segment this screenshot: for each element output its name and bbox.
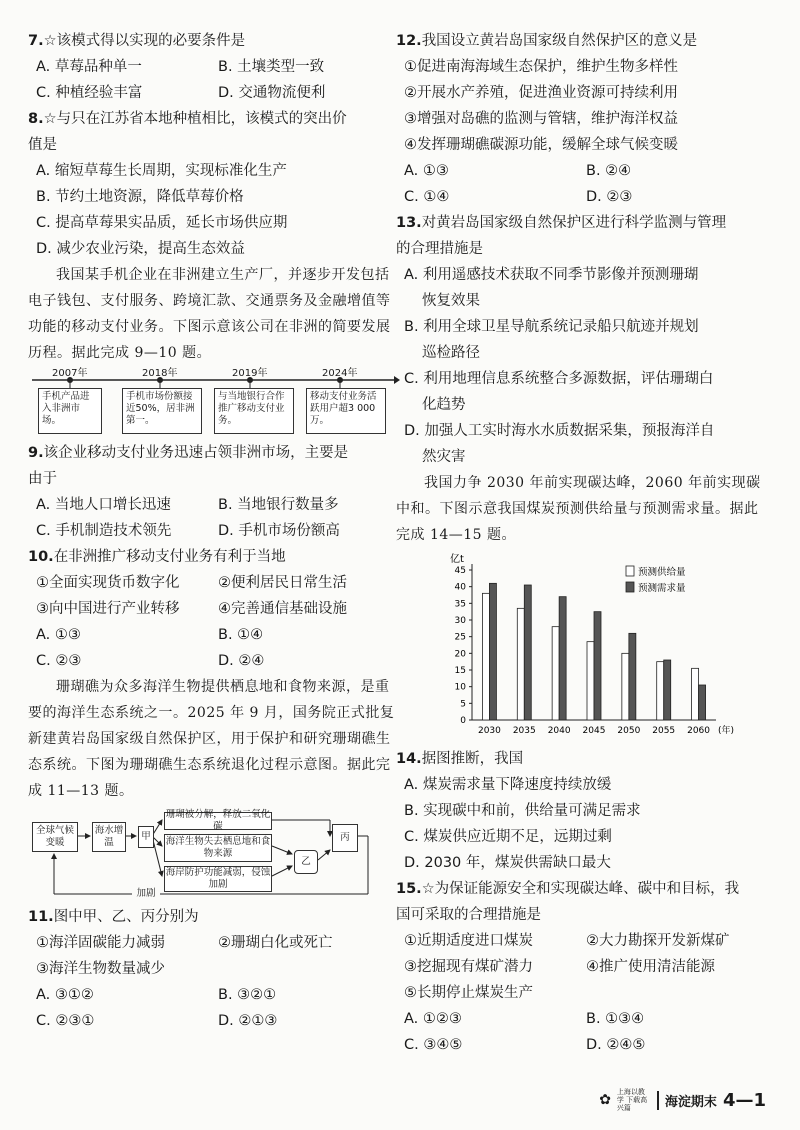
question-stem-cont: 由于	[28, 471, 57, 487]
option-c[interactable]: C. 手机制造技术领先	[36, 523, 172, 539]
statement-2: ②开展水产养殖，促进渔业资源可持续利用	[404, 85, 678, 101]
options-row	[396, 1006, 768, 1032]
statement-4: ④推广使用清洁能源	[586, 959, 715, 975]
options-row	[28, 492, 400, 518]
timeline-year: 2018年	[142, 368, 178, 379]
left-column	[28, 28, 400, 1034]
option-d[interactable]: D. 减少农业污染，提高生态效益	[36, 241, 245, 257]
passage-carbon: 我国力争 2030 年前实现碳达峰，2060 年前实现碳中和。下图示意我国煤炭预测供给量与预测需求量。据此完成 14—15 题。	[396, 475, 761, 543]
question-number: 9.	[28, 445, 44, 461]
page-number: 4—1	[722, 1089, 766, 1111]
y-tick-label: 25	[454, 632, 466, 643]
options-row	[28, 648, 400, 674]
timeline-event-box: 移动支付业务活跃用户超3 000万。	[306, 388, 386, 434]
option-a[interactable]: A. ①③	[36, 627, 81, 643]
option-a[interactable]: A. 缩短草莓生长周期，实现标准化生产	[36, 163, 287, 179]
question-12	[396, 28, 768, 54]
bar-supply	[692, 668, 699, 720]
question-13	[396, 210, 768, 262]
bar-demand	[524, 585, 531, 720]
legend-label: 预测供给量	[638, 567, 686, 578]
option-d[interactable]: D. ②①③	[218, 1013, 278, 1029]
question-number: 14.	[396, 751, 422, 767]
brand-text: 上海以教学 下载高兴篇	[616, 1088, 648, 1112]
question-stem-cont: 的合理措施是	[396, 241, 483, 257]
option-b[interactable]: B. 土壤类型一致	[218, 59, 325, 75]
option-a[interactable]	[396, 262, 768, 314]
bar-demand	[489, 583, 496, 720]
question-number: 11.	[28, 909, 54, 925]
option-c[interactable]: C. ③④⑤	[404, 1037, 463, 1053]
coral-flow-diagram	[28, 808, 400, 898]
question-number: 7.	[28, 33, 44, 49]
option-a-line2: 恢复效果	[422, 293, 480, 309]
x-tick-label: 2050	[617, 726, 641, 736]
bar-supply	[657, 662, 664, 720]
x-tick-label: 2060	[687, 726, 711, 736]
option-b[interactable]: B. 当地银行数量多	[218, 497, 339, 513]
bar-demand	[594, 612, 601, 720]
passage-mobile-pay: 我国某手机企业在非洲建立生产厂，并逐步开发包括电子钱包、支付服务、跨境汇款、交通票务及金融增值等功能的移动支付业务。下图示意该公司在非洲的简要发展历程。据此完成 9—10 题。	[28, 267, 391, 361]
bar-supply	[622, 653, 629, 720]
x-tick-label: 2040	[547, 726, 571, 736]
y-tick-label: 45	[454, 566, 466, 576]
question-number: 10.	[28, 549, 54, 565]
option-d-line1: D. 加强人工实时海水水质数据采集，预报海洋自	[404, 423, 715, 439]
bar-supply	[587, 642, 594, 720]
timeline-event-box: 手机产品进入非洲市场。	[38, 388, 102, 434]
y-tick-label: 40	[454, 582, 466, 593]
options-row	[28, 518, 400, 544]
options-row	[396, 1032, 768, 1058]
statement-1: ①全面实现货币数字化	[36, 575, 180, 591]
y-tick-label: 0	[460, 716, 466, 726]
statement-3: ③海洋生物数量减少	[36, 961, 165, 977]
question-number: 8.	[28, 111, 44, 127]
passage-coral-reef: 珊瑚礁为众多海洋生物提供栖息地和食物来源，是重要的海洋生态系统之一。2025 年 9 月，国务院正式批复新建黄岩岛国家级自然保护区，用于保护和研究珊瑚礁生态系统。下图为珊瑚礁生态系统退化过程示意图。据此完成 11—13 题。	[28, 679, 395, 799]
y-tick-label: 35	[454, 599, 466, 610]
statements-row	[396, 954, 768, 980]
option-c-line1: C. 利用地理信息系统整合多源数据，评估珊瑚白	[404, 371, 714, 387]
options-row	[396, 158, 768, 184]
y-axis-label: 亿t	[450, 554, 464, 565]
statements-row	[28, 570, 400, 596]
coal-chart-svg	[396, 550, 768, 746]
option-a[interactable]: A. 煤炭需求量下降速度持续放缓	[404, 777, 612, 793]
statement-3: ③增强对岛礁的监测与管辖，维护海洋权益	[404, 111, 678, 127]
bar-demand	[629, 633, 636, 720]
x-tick-label: 2035	[512, 726, 536, 736]
question-number: 12.	[396, 33, 422, 49]
statements-row	[28, 596, 400, 622]
question-stem: ☆为保证能源安全和实现碳达峰、碳中和目标，我	[421, 881, 740, 897]
y-tick-label: 5	[460, 699, 466, 710]
option-d[interactable]: D. ②④⑤	[586, 1037, 646, 1053]
option-b[interactable]: B. ①③④	[586, 1011, 645, 1027]
option-a[interactable]: A. ③①②	[36, 987, 94, 1003]
question-number: 15.	[396, 881, 422, 897]
option-b-line1: B. 利用全球卫星导航系统记录船只航迹并规划	[404, 319, 699, 335]
option-b[interactable]	[396, 314, 768, 366]
flow-loop-label: 加剧	[132, 888, 160, 900]
option-b[interactable]: B. ①④	[218, 627, 264, 643]
x-axis-unit: (年)	[718, 726, 735, 736]
question-stem: 据图推断，我国	[421, 751, 524, 767]
question-8	[28, 106, 400, 158]
y-tick-label: 10	[454, 682, 466, 693]
option-a[interactable]: A. ①②③	[404, 1011, 462, 1027]
y-tick-label: 15	[454, 666, 466, 676]
option-b[interactable]: B. 实现碳中和前，供给量可满足需求	[404, 803, 641, 819]
statement-3: ③挖掘现有煤矿潜力	[404, 959, 533, 975]
question-14	[396, 746, 768, 772]
statements-row	[28, 930, 400, 956]
statement-2: ②珊瑚白化或死亡	[218, 935, 333, 951]
flow-box-habitat: 海洋生物失去栖息地和食物来源	[164, 834, 272, 862]
option-b[interactable]: B. ③②①	[218, 987, 277, 1003]
flow-box-bing: 丙	[332, 824, 358, 852]
option-b[interactable]: B. 节约土地资源，降低草莓价格	[36, 189, 244, 205]
option-c[interactable]: C. 提高草莓果实品质，延长市场供应期	[36, 215, 288, 231]
bar-supply	[482, 593, 489, 720]
question-stem: ☆该模式得以实现的必要条件是	[43, 33, 246, 49]
flow-box-yi: 乙	[294, 850, 318, 874]
flow-box-sea-temp: 海水增温	[92, 822, 126, 852]
timeline-year: 2019年	[232, 368, 268, 379]
option-a-line1: A. 利用遥感技术获取不同季节影像并预测珊瑚	[404, 267, 699, 283]
question-15	[396, 876, 768, 928]
question-stem: 该企业移动支付业务迅速占领非洲市场，主要是	[43, 445, 349, 461]
flow-box-jia: 甲	[138, 826, 154, 848]
question-stem: 在非洲推广移动支付业务有利于当地	[53, 549, 286, 565]
option-c[interactable]: C. ②③	[36, 653, 82, 669]
timeline-year: 2007年	[52, 368, 88, 379]
options-row	[28, 1008, 400, 1034]
question-stem: 对黄岩岛国家级自然保护区进行科学监测与管理	[421, 215, 727, 231]
legend-label: 预测需求量	[638, 583, 686, 594]
coal-chart	[396, 550, 768, 746]
question-stem: 我国设立黄岩岛国家级自然保护区的意义是	[421, 33, 698, 49]
option-a[interactable]: A. 草莓品种单一	[36, 59, 142, 75]
timeline-event-box: 手机市场份额接近50%，居非洲第一。	[122, 388, 202, 434]
option-c[interactable]: C. ①④	[404, 189, 450, 205]
statements-row	[396, 928, 768, 954]
x-tick-label: 2030	[477, 726, 501, 736]
statement-1: ①促进南海海域生态保护，维护生物多样性	[404, 59, 678, 75]
option-c[interactable]: C. 煤炭供应近期不足，远期过剩	[404, 829, 612, 845]
question-number: 13.	[396, 215, 422, 231]
page-footer	[599, 1088, 766, 1112]
statement-5: ⑤长期停止煤炭生产	[404, 985, 533, 1001]
option-b-line2: 巡检路径	[422, 345, 480, 361]
option-d[interactable]: D. 交通物流便利	[218, 85, 326, 101]
option-d[interactable]: D. 手机市场份额高	[218, 523, 340, 539]
right-column	[396, 28, 768, 1058]
option-a[interactable]: A. 当地人口增长迅速	[36, 497, 171, 513]
statement-4: ④完善通信基础设施	[218, 601, 347, 617]
flow-box-coast: 海岸防护功能减弱，侵蚀加剧	[165, 867, 271, 890]
option-c[interactable]	[396, 366, 768, 418]
option-d[interactable]: D. ②④	[218, 653, 265, 669]
option-b[interactable]: B. ②④	[586, 163, 632, 179]
statement-1: ①海洋固碳能力减弱	[36, 935, 165, 951]
timeline-event-box: 与当地银行合作推广移动支付业务。	[214, 388, 294, 434]
x-tick-label: 2045	[582, 726, 606, 736]
bar-supply	[552, 627, 559, 720]
question-9	[28, 440, 400, 492]
question-stem: ☆与只在江苏省本地种植相比，该模式的突出价	[43, 111, 347, 127]
question-11	[28, 904, 400, 930]
x-tick-label: 2055	[652, 726, 676, 736]
option-d[interactable]: D. ②③	[586, 189, 633, 205]
timeline-figure	[28, 366, 400, 440]
question-stem-cont: 国可采取的合理措施是	[396, 907, 541, 923]
option-d-line2: 然灾害	[422, 449, 466, 465]
statement-2: ②大力勘探开发新煤矿	[586, 933, 730, 949]
brand-logo-icon: ✿	[599, 1092, 611, 1108]
timeline-year: 2024年	[322, 368, 358, 379]
option-c-line2: 化趋势	[422, 397, 466, 413]
question-stem: 图中甲、乙、丙分别为	[53, 909, 199, 925]
options-row	[28, 622, 400, 648]
exam-tag: 海淀期末	[657, 1091, 717, 1110]
legend-swatch	[626, 582, 634, 592]
statement-1: ①近期适度进口煤炭	[404, 933, 533, 949]
options-row	[28, 80, 400, 106]
bar-demand	[664, 660, 671, 720]
bar-demand	[559, 597, 566, 720]
flow-box-co2: 珊瑚被分解，释放二氧化碳	[165, 809, 271, 832]
question-7	[28, 28, 400, 54]
statement-2: ②便利居民日常生活	[218, 575, 347, 591]
option-c[interactable]: C. ②③①	[36, 1013, 95, 1029]
option-c[interactable]: C. 种植经验丰富	[36, 85, 143, 101]
flow-box-warming: 全球气候变暖	[32, 822, 78, 852]
option-a[interactable]: A. ①③	[404, 163, 449, 179]
question-stem-cont: 值是	[28, 137, 57, 153]
option-d[interactable]: D. 2030 年，煤炭供需缺口最大	[404, 855, 611, 871]
bar-supply	[517, 608, 524, 720]
bar-demand	[699, 685, 706, 720]
statement-3: ③向中国进行产业转移	[36, 601, 180, 617]
question-10	[28, 544, 400, 570]
options-row	[28, 982, 400, 1008]
statement-4: ④发挥珊瑚礁碳源功能，缓解全球气候变暖	[404, 137, 678, 153]
options-row	[28, 54, 400, 80]
legend-swatch	[626, 566, 634, 576]
option-d[interactable]	[396, 418, 768, 470]
y-tick-label: 20	[454, 649, 466, 660]
options-row	[396, 184, 768, 210]
y-tick-label: 30	[454, 616, 466, 626]
